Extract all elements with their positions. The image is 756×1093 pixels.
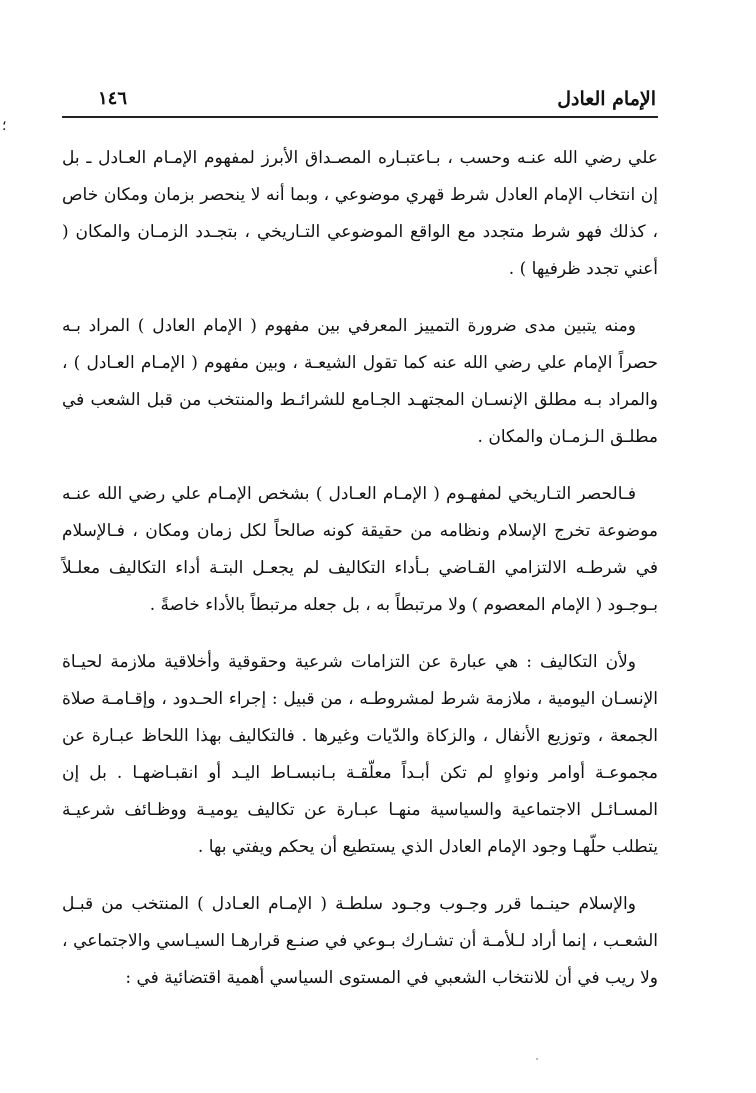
header-rule xyxy=(62,116,658,118)
body-text xyxy=(62,140,658,1017)
paragraph-5: والإسلام حينـما قرر وجـوب وجـود سلطـة ( الإمـام العـادل ) المنتخب من قبـل الشعـب ، إنما أراد لـلأمـة أن تشـارك بـوعي في صنـع قرارهـا السيـاسي والاجتماعي ، ولا ريب في أن للانتخاب الشعبي في المستوى السياسي أهمية اقتضائية في : xyxy=(62,894,658,988)
paragraph-1: علي رضي الله عنـه وحسب ، بـاعتبـاره المصـداق الأبرز لمفهوم الإمـام العـادل ـ بل إن انتخاب الإمام العادل شرط قهري موضوعي ، وبما أنه لا ينحصر بزمان ومكان خاص ، كذلك فهو شرط متجدد مع الواقع الموضوعي التـاريخي ، بتجـدد الزمـان والمكان ( أعني تجدد ظرفيها ) . xyxy=(62,148,658,279)
scan-speck xyxy=(536,1058,538,1060)
paragraph-4: ولأن التكاليف : هي عبارة عن التزامات شرعية وحقوقية وأخلاقية ملازمة لحيـاة الإنسـان اليومية ، ملازمة شرط لمشروطـه ، من قبيل : إجراء الحـدود ، وإقـامـة صلاة الجمعة ، وتوزيع الأنفال ، والزكاة والدّيات وغيرها . فالتكاليف بهذا اللحاظ عبـارة عن مجموعـة أوامر ونواهٍ لم تكن أبـداً معلّقـة بـانبسـاط اليـد أو انقبـاضهـا . بل إن المسـائـل الاجتماعية والسياسية منهـا عبـارة عن تكاليف يوميـة ووظـائف شرعيـة يتطلب حلّهـا وجود الإمام العادل الذي يستطيع أن يحكم ويفتي بها . xyxy=(62,652,658,857)
page-number: ١٤٦ xyxy=(98,88,128,109)
running-title: الإمام العادل xyxy=(557,88,656,110)
page-header xyxy=(62,84,658,118)
paragraph-3: فـالحصر التـاريخي لمفهـوم ( الإمـام العـادل ) بشخص الإمـام علي رضي الله عنـه موضوعة تخرج الإسلام ونظامه من حقيقة كونه صالحاً لكل زمان ومكان ، فـالإسلام في شرطـه الالتزامي القـاضي بـأداء التكاليف لم يجعـل البتـة أداء التكاليف معلـلاً بـوجـود ( الإمام المعصوم ) ولا مرتبطاً به ، بل جعله مرتبطاً بالأداء خاصةً . xyxy=(62,484,658,615)
margin-mark: ؛ xyxy=(2,118,7,134)
paragraph-2: ومنه يتبين مدى ضرورة التمييز المعرفي بين مفهوم ( الإمام العادل ) المراد بـه حصراً الإمام علي رضي الله عنه كما تقول الشيعـة ، وبين مفهوم ( الإمـام العـادل ) ، والمراد بـه مطلق الإنسـان المجتهـد الجـامع للشرائـط والمنتخب من قبل الشعب في مطلـق الـزمـان والمكان . xyxy=(62,316,658,447)
